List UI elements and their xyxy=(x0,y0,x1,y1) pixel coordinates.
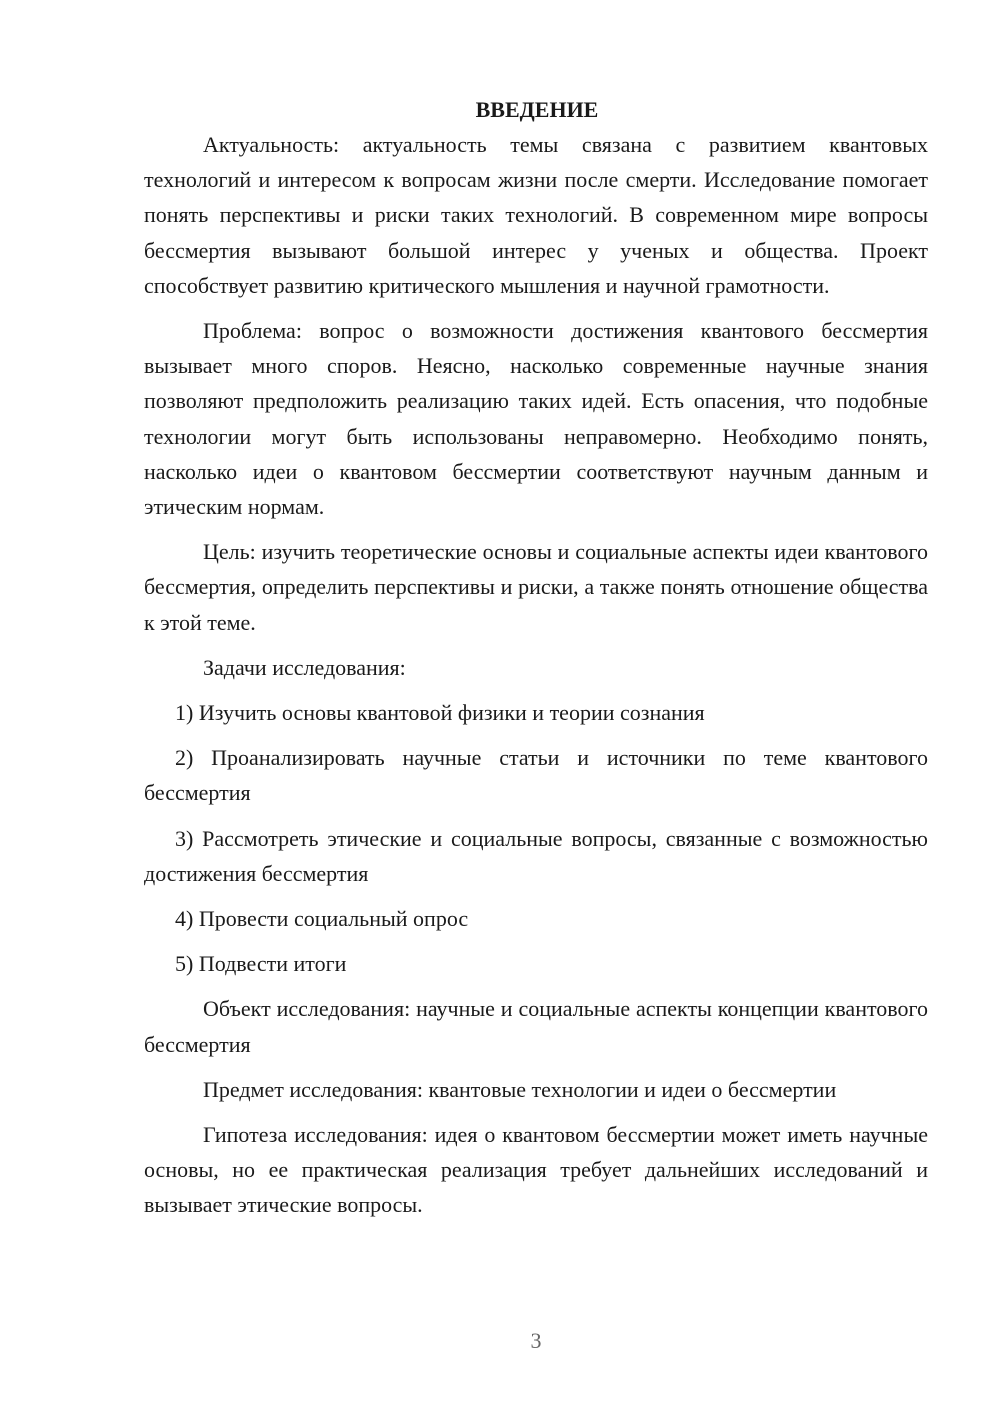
relevance-paragraph: Актуальность: актуальность темы связана с развитием квантовых технологий и интересом к вопросам жизни после смерти. Исследование помогает понять перспективы и риски таких технологий. В современном мире вопросы бессмертия вызывают большой интерес у ученых и общества. Проект способствует развитию критического мышления и научной грамотности. xyxy=(144,132,928,298)
task-item-2: 2) Проанализировать научные статьи и источники по теме квантового бессмертия xyxy=(144,745,928,806)
problem-paragraph: Проблема: вопрос о возможности достижения квантового бессмертия вызывает много споров. Неясно, насколько современные научные знания позволяют предположить реализацию таких идей. Есть опасения, что подобные технологии могут быть использованы неправомерно. Необходимо понять, насколько идеи о квантовом бессмертии соответствуют научным данным и этическим нормам. xyxy=(144,318,928,520)
goal-paragraph: Цель: изучить теоретические основы и социальные аспекты идеи квантового бессмертия, определить перспективы и риски, а также понять отношение общества к этой теме. xyxy=(144,539,928,635)
document-page xyxy=(144,92,928,1233)
task-item-1: 1) Изучить основы квантовой физики и теории сознания xyxy=(175,700,705,726)
task-item-5: 5) Подвести итоги xyxy=(175,951,347,977)
task-item-3: 3) Рассмотреть этические и социальные вопросы, связанные с возможностью достижения бессмертия xyxy=(144,825,928,886)
section-heading: ВВЕДЕНИЕ xyxy=(475,97,599,122)
subject-paragraph: Предмет исследования: квантовые технологии и идеи о бессмертии xyxy=(203,1076,837,1102)
task-item-4: 4) Провести социальный опрос xyxy=(175,906,469,932)
hypothesis-paragraph: Гипотеза исследования: идея о квантовом бессмертии может иметь научные основы, но ее практическая реализация требует дальнейших исследований и вызывает этические вопросы. xyxy=(144,1122,928,1218)
page-number: 3 xyxy=(530,1328,542,1353)
object-paragraph: Объект исследования: научные и социальные аспекты концепции квантового бессмертия xyxy=(144,996,928,1057)
tasks-heading: Задачи исследования: xyxy=(203,654,406,680)
